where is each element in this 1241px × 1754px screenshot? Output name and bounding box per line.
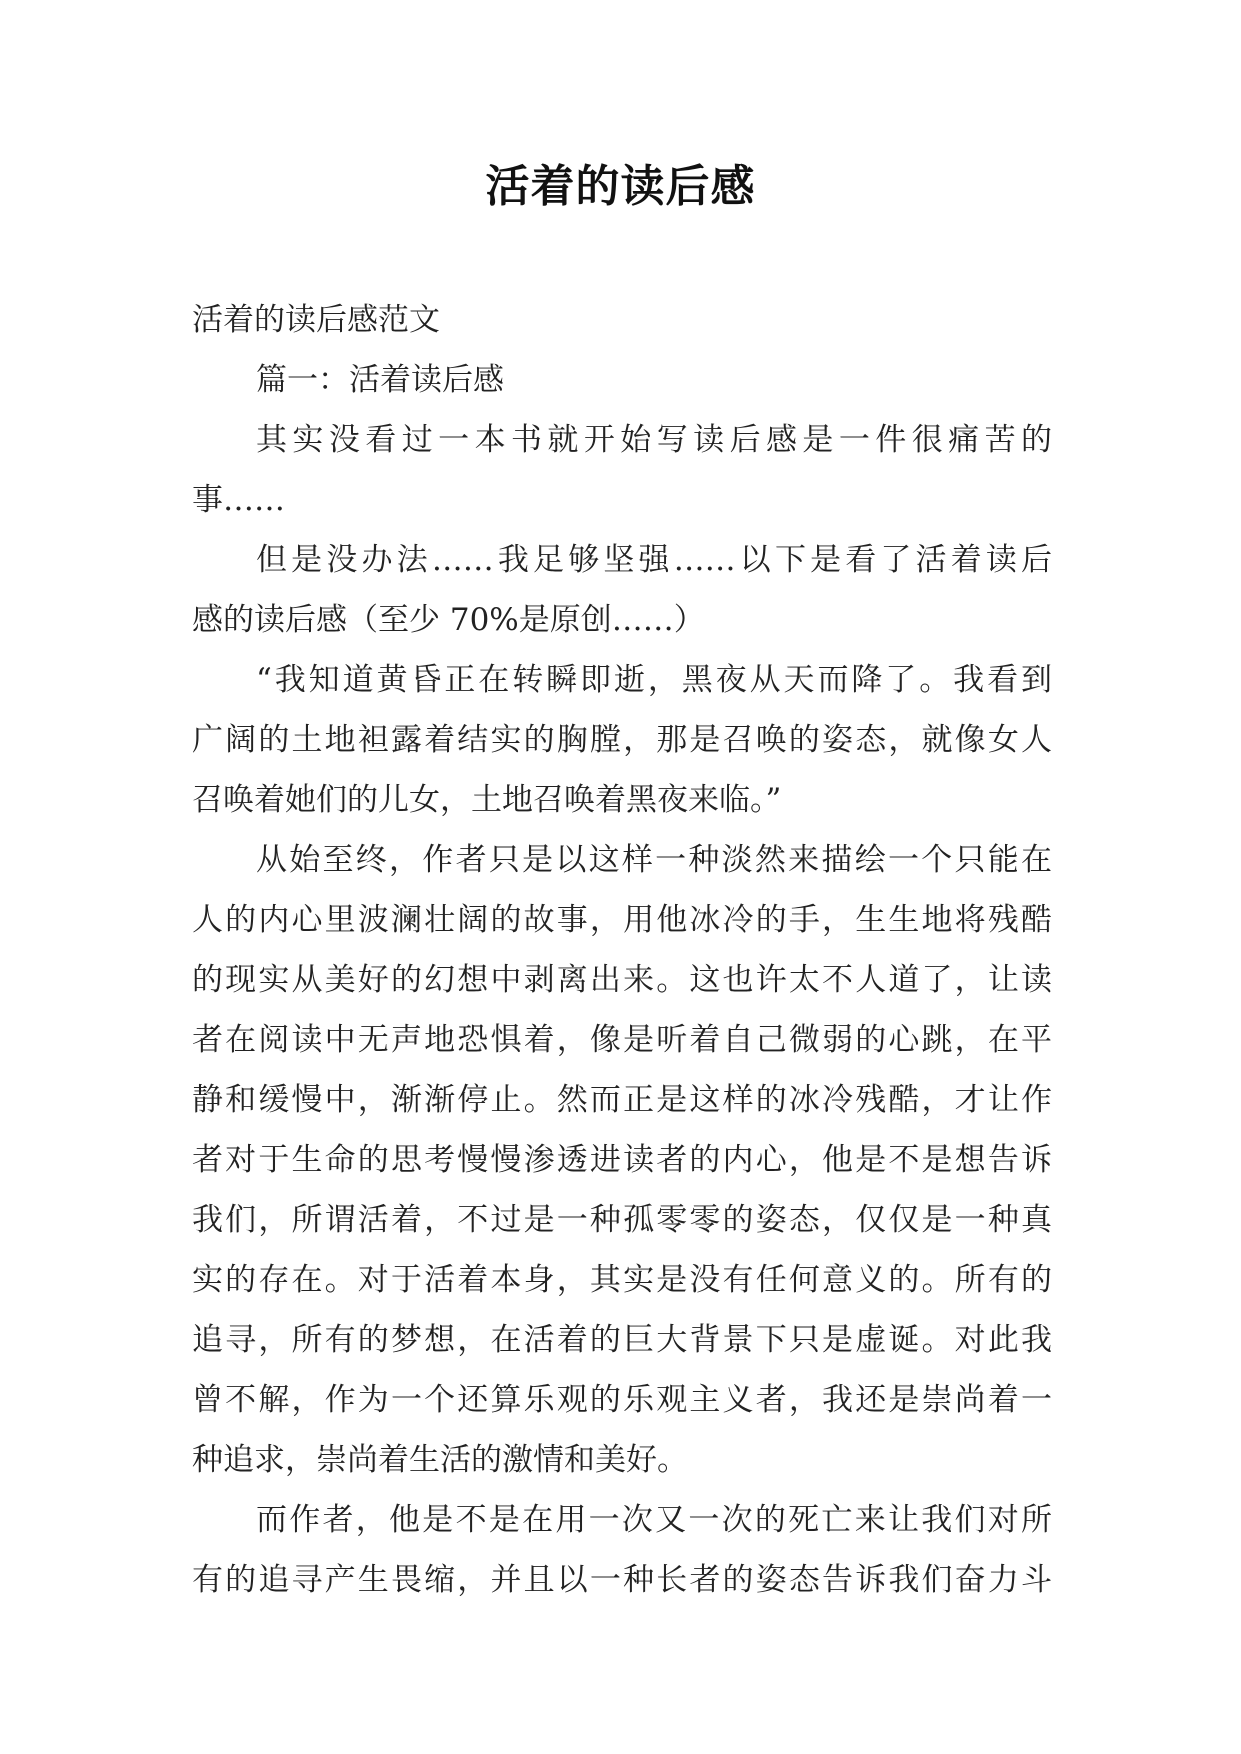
- document-title: 活着的读后感: [485, 161, 756, 212]
- paragraph-line: 追寻，所有的梦想，在活着的巨大背景下只是虚诞。对此我: [192, 1322, 1052, 1358]
- paragraph-line: 广阔的土地袒露着结实的胸膛，那是召唤的姿态，就像女人: [192, 722, 1052, 758]
- paragraph-line: 从始至终，作者只是以这样一种淡然来描绘一个只能在: [256, 842, 1052, 878]
- paragraph-line: 种追求，崇尚着生活的激情和美好。: [192, 1442, 688, 1478]
- paragraph-line: 事……: [192, 482, 285, 518]
- paragraph-line: 其实没看过一本书就开始写读后感是一件很痛苦的: [256, 422, 1052, 458]
- paragraph-line: 人的内心里波澜壮阔的故事，用他冰冷的手，生生地将残酷: [192, 902, 1052, 938]
- paragraph-line: 有的追寻产生畏缩，并且以一种长者的姿态告诉我们奋力斗: [192, 1562, 1052, 1598]
- paragraph-line: 但是没办法……我足够坚强……以下是看了活着读后: [256, 542, 1052, 578]
- section-heading: 篇一：活着读后感: [256, 362, 504, 398]
- paragraph-line: 者在阅读中无声地恐惧着，像是听着自己微弱的心跳，在平: [192, 1022, 1052, 1058]
- paragraph-line: 召唤着她们的儿女，土地召唤着黑夜来临。”: [192, 782, 782, 818]
- paragraph-line: 静和缓慢中，渐渐停止。然而正是这样的冰冷残酷，才让作: [192, 1082, 1052, 1118]
- paragraph-line: 实的存在。对于活着本身，其实是没有任何意义的。所有的: [192, 1262, 1052, 1298]
- paragraph-line: “我知道黄昏正在转瞬即逝，黑夜从天而降了。我看到: [256, 662, 1052, 698]
- paragraph-line: 而作者，他是不是在用一次又一次的死亡来让我们对所: [256, 1502, 1052, 1538]
- document-body: [192, 290, 1052, 1610]
- paragraph-line: 的现实从美好的幻想中剥离出来。这也许太不人道了，让读: [192, 962, 1052, 998]
- paragraph-line: 感的读后感（至少 70%是原创……）: [192, 602, 705, 638]
- paragraph-line: 曾不解，作为一个还算乐观的乐观主义者，我还是崇尚着一: [192, 1382, 1052, 1418]
- paragraph-line: 我们，所谓活着，不过是一种孤零零的姿态，仅仅是一种真: [192, 1202, 1052, 1238]
- paragraph-line: 者对于生命的思考慢慢渗透进读者的内心，他是不是想告诉: [192, 1142, 1052, 1178]
- subtitle-line: 活着的读后感范文: [192, 302, 440, 338]
